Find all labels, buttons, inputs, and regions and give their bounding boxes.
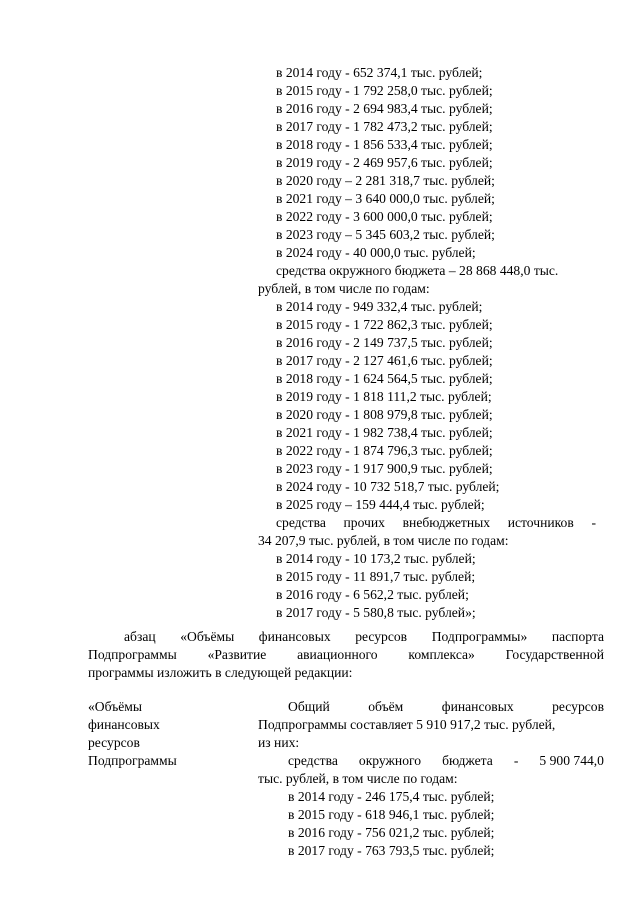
extra-sources-line-1 [276, 514, 596, 532]
word: паспорта [551, 629, 604, 644]
word: «Развитие [207, 647, 267, 662]
year-line: в 2014 году - 246 175,4 тыс. рублей; [288, 789, 495, 804]
year-line: в 2023 году - 1 917 900,9 тыс. рублей; [276, 461, 493, 476]
year-line: в 2022 году - 1 874 796,3 тыс. рублей; [276, 443, 493, 458]
word: Общий [288, 699, 330, 714]
paragraph-line-2 [88, 646, 604, 664]
year-line: в 2016 году - 2 149 737,5 тыс. рублей; [276, 335, 493, 350]
okrug-table-line-2: тыс. рублей, в том числе по годам: [258, 771, 458, 786]
word: источников [507, 515, 574, 530]
label-line: Подпрограммы [88, 753, 177, 768]
word: ресурсов [552, 699, 604, 714]
word: абзац [124, 629, 156, 644]
year-line: в 2015 году - 1 722 862,3 тыс. рублей; [276, 317, 493, 332]
total-line-1 [288, 698, 604, 716]
word: Подпрограммы [88, 647, 177, 662]
label-line: финансовых [88, 717, 160, 732]
okrug-table-line-1 [288, 752, 604, 770]
word: «Объёмы [180, 629, 235, 644]
year-line: в 2014 году - 652 374,1 тыс. рублей; [276, 65, 483, 80]
year-line: в 2019 году - 1 818 111,2 тыс. рублей; [276, 389, 492, 404]
word: Подпрограммы» [431, 629, 528, 644]
word: 5 900 744,0 [539, 753, 604, 768]
label-line: ресурсов [88, 735, 140, 750]
word: средства [288, 753, 338, 768]
word: окружного [358, 753, 422, 768]
year-line: в 2016 году - 756 021,2 тыс. рублей; [288, 825, 495, 840]
year-line: в 2021 году – 3 640 000,0 тыс. рублей; [276, 191, 495, 206]
year-line: в 2017 году - 5 580,8 тыс. рублей»; [276, 605, 476, 620]
year-line: в 2021 году - 1 982 738,4 тыс. рублей; [276, 425, 493, 440]
word: комплекса» [408, 647, 475, 662]
total-line-2: Подпрограммы составляет 5 910 917,2 тыс. рублей, [258, 717, 556, 732]
year-line: в 2025 году – 159 444,4 тыс. рублей; [276, 497, 485, 512]
word: ресурсов [355, 629, 408, 644]
total-line-3: из них: [258, 735, 300, 750]
year-line: в 2014 году - 949 332,4 тыс. рублей; [276, 299, 483, 314]
year-line: в 2020 году - 1 808 979,8 тыс. рублей; [276, 407, 493, 422]
year-line: в 2024 году - 40 000,0 тыс. рублей; [276, 245, 476, 260]
word: Государственной [505, 647, 604, 662]
word: прочих [343, 515, 385, 530]
okrug-budget-line-1: средства окружного бюджета – 28 868 448,0 тыс. [276, 263, 559, 278]
paragraph-line-3: программы изложить в следующей редакции: [88, 665, 353, 680]
word: - [591, 515, 596, 530]
year-line: в 2015 году - 1 792 258,0 тыс. рублей; [276, 83, 493, 98]
word: внебюджетных [402, 515, 491, 530]
year-line: в 2020 году – 2 281 318,7 тыс. рублей; [276, 173, 495, 188]
label-line: «Объёмы [88, 699, 142, 714]
year-line: в 2015 году - 11 891,7 тыс. рублей; [276, 569, 476, 584]
year-line: в 2017 году - 763 793,5 тыс. рублей; [288, 843, 495, 858]
paragraph-line-1 [124, 628, 604, 646]
year-line: в 2014 году - 10 173,2 тыс. рублей; [276, 551, 476, 566]
year-line: в 2015 году - 618 946,1 тыс. рублей; [288, 807, 495, 822]
word: объём [368, 699, 404, 714]
year-line: в 2017 году - 2 127 461,6 тыс. рублей; [276, 353, 493, 368]
year-line: в 2018 году - 1 856 533,4 тыс. рублей; [276, 137, 493, 152]
year-line: в 2022 году - 3 600 000,0 тыс. рублей; [276, 209, 493, 224]
word: финансовых [441, 699, 514, 714]
year-line: в 2019 году - 2 469 957,6 тыс. рублей; [276, 155, 493, 170]
okrug-budget-line-2: рублей, в том числе по годам: [258, 281, 430, 296]
year-line: в 2016 году - 6 562,2 тыс. рублей; [276, 587, 469, 602]
word: авиационного [297, 647, 378, 662]
extra-sources-line-2: 34 207,9 тыс. рублей, в том числе по годам: [258, 533, 509, 548]
word: финансовых [258, 629, 331, 644]
year-line: в 2024 году - 10 732 518,7 тыс. рублей; [276, 479, 500, 494]
word: средства [276, 515, 326, 530]
year-line: в 2023 году – 5 345 603,2 тыс. рублей; [276, 227, 495, 242]
word: бюджета [442, 753, 493, 768]
year-line: в 2018 году - 1 624 564,5 тыс. рублей; [276, 371, 493, 386]
year-line: в 2017 году - 1 782 473,2 тыс. рублей; [276, 119, 493, 134]
year-line: в 2016 году - 2 694 983,4 тыс. рублей; [276, 101, 493, 116]
word: - [513, 753, 519, 768]
